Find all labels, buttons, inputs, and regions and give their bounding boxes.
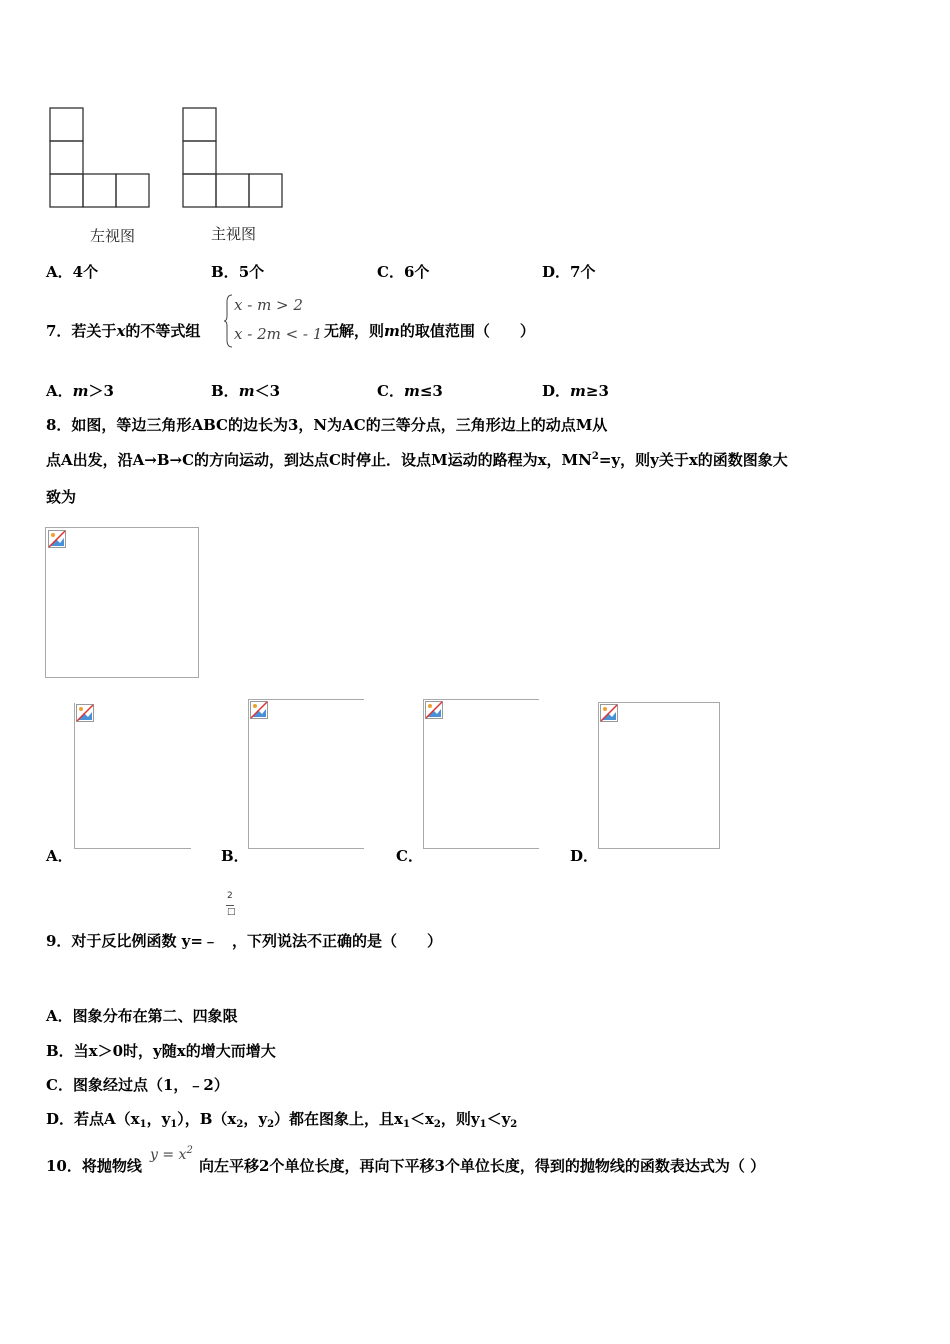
- q7-option-a: A．m＞3: [46, 382, 114, 400]
- broken-image-icon: [76, 704, 94, 722]
- left-view-figure: [48, 106, 154, 210]
- q8-line-1: 8．如图，等边三角形ABC的边长为3，N为AC的三等分点，三角形边上的动点M从: [46, 416, 608, 434]
- front-view-label: 主视图: [211, 225, 257, 243]
- q9-fraction-numerator: 2: [227, 891, 233, 901]
- q7-inequality-1: x - m > 2: [234, 296, 303, 314]
- broken-image-icon: [250, 701, 268, 719]
- q9-option-b: B．当x＞0时，y随x的增大而增大: [46, 1042, 276, 1060]
- broken-image-icon: [600, 704, 618, 722]
- q7-option-d: D．m≥3: [542, 382, 609, 400]
- q8-line-2: 点A出发，沿A→B→C的方向运动，到达点C时停止．设点M运动的路程为x，$MN^2=y$，则y关于x的函数图象大: [46, 451, 788, 469]
- q8-option-a-label: A．: [46, 847, 73, 865]
- q7-option-c: C．m≤3: [377, 382, 443, 400]
- broken-image-icon: [425, 701, 443, 719]
- q9-option-a: A．图象分布在第二、四象限: [46, 1007, 238, 1025]
- q9-stem: 9．对于反比例函数 y=﹣ ，下列说法不正确的是（ ）: [46, 932, 442, 950]
- q8-option-d-image: [598, 702, 720, 849]
- q10-formula: $y = x^2$: [150, 1145, 193, 1163]
- q7-brace: [223, 294, 233, 348]
- q6-option-d: D．7个: [542, 263, 596, 281]
- q10-prefix: 10．将抛物线: [46, 1157, 142, 1175]
- q9-option-c: C．图象经过点（1，﹣2）: [46, 1076, 229, 1094]
- q8-option-c-label: C．: [396, 847, 423, 865]
- q8-line-3: 致为: [46, 488, 77, 506]
- q7-option-b: B．m＜3: [211, 382, 280, 400]
- q7-stem: 7．若关于x的不等式组: [46, 322, 201, 340]
- q7-inequality-2: x - 2m < - 1: [234, 325, 323, 343]
- q9-fraction-denominator: □: [227, 907, 236, 917]
- q6-option-b: B．5个: [211, 263, 265, 281]
- broken-image-icon: [48, 530, 66, 548]
- q8-option-b-label: B．: [221, 847, 249, 865]
- q8-option-c-image: [423, 699, 539, 849]
- q8-option-b-image: [248, 699, 364, 849]
- q6-option-a: A．4个: [46, 263, 99, 281]
- q6-option-c: C．6个: [377, 263, 430, 281]
- q8-option-a-image: [74, 703, 191, 849]
- q9-fraction-bar: [226, 905, 234, 906]
- q9-option-d: D．若点$A(x_1$，$y_1$），$B(x_2$，$y_2$）都在图象上，且$x_1<x_2$，则$y_1<y_2$: [46, 1110, 518, 1130]
- left-view-label: 左视图: [90, 227, 136, 245]
- q10-stem: 向左平移2个单位长度，再向下平移3个单位长度，得到的抛物线的函数表达式为（ ）: [199, 1157, 766, 1175]
- q7-stem-tail: 无解，则m的取值范围（ ）: [324, 322, 535, 340]
- q8-figure-placeholder: [45, 527, 199, 678]
- q8-option-d-label: D．: [570, 847, 599, 865]
- front-view-figure: [181, 106, 287, 210]
